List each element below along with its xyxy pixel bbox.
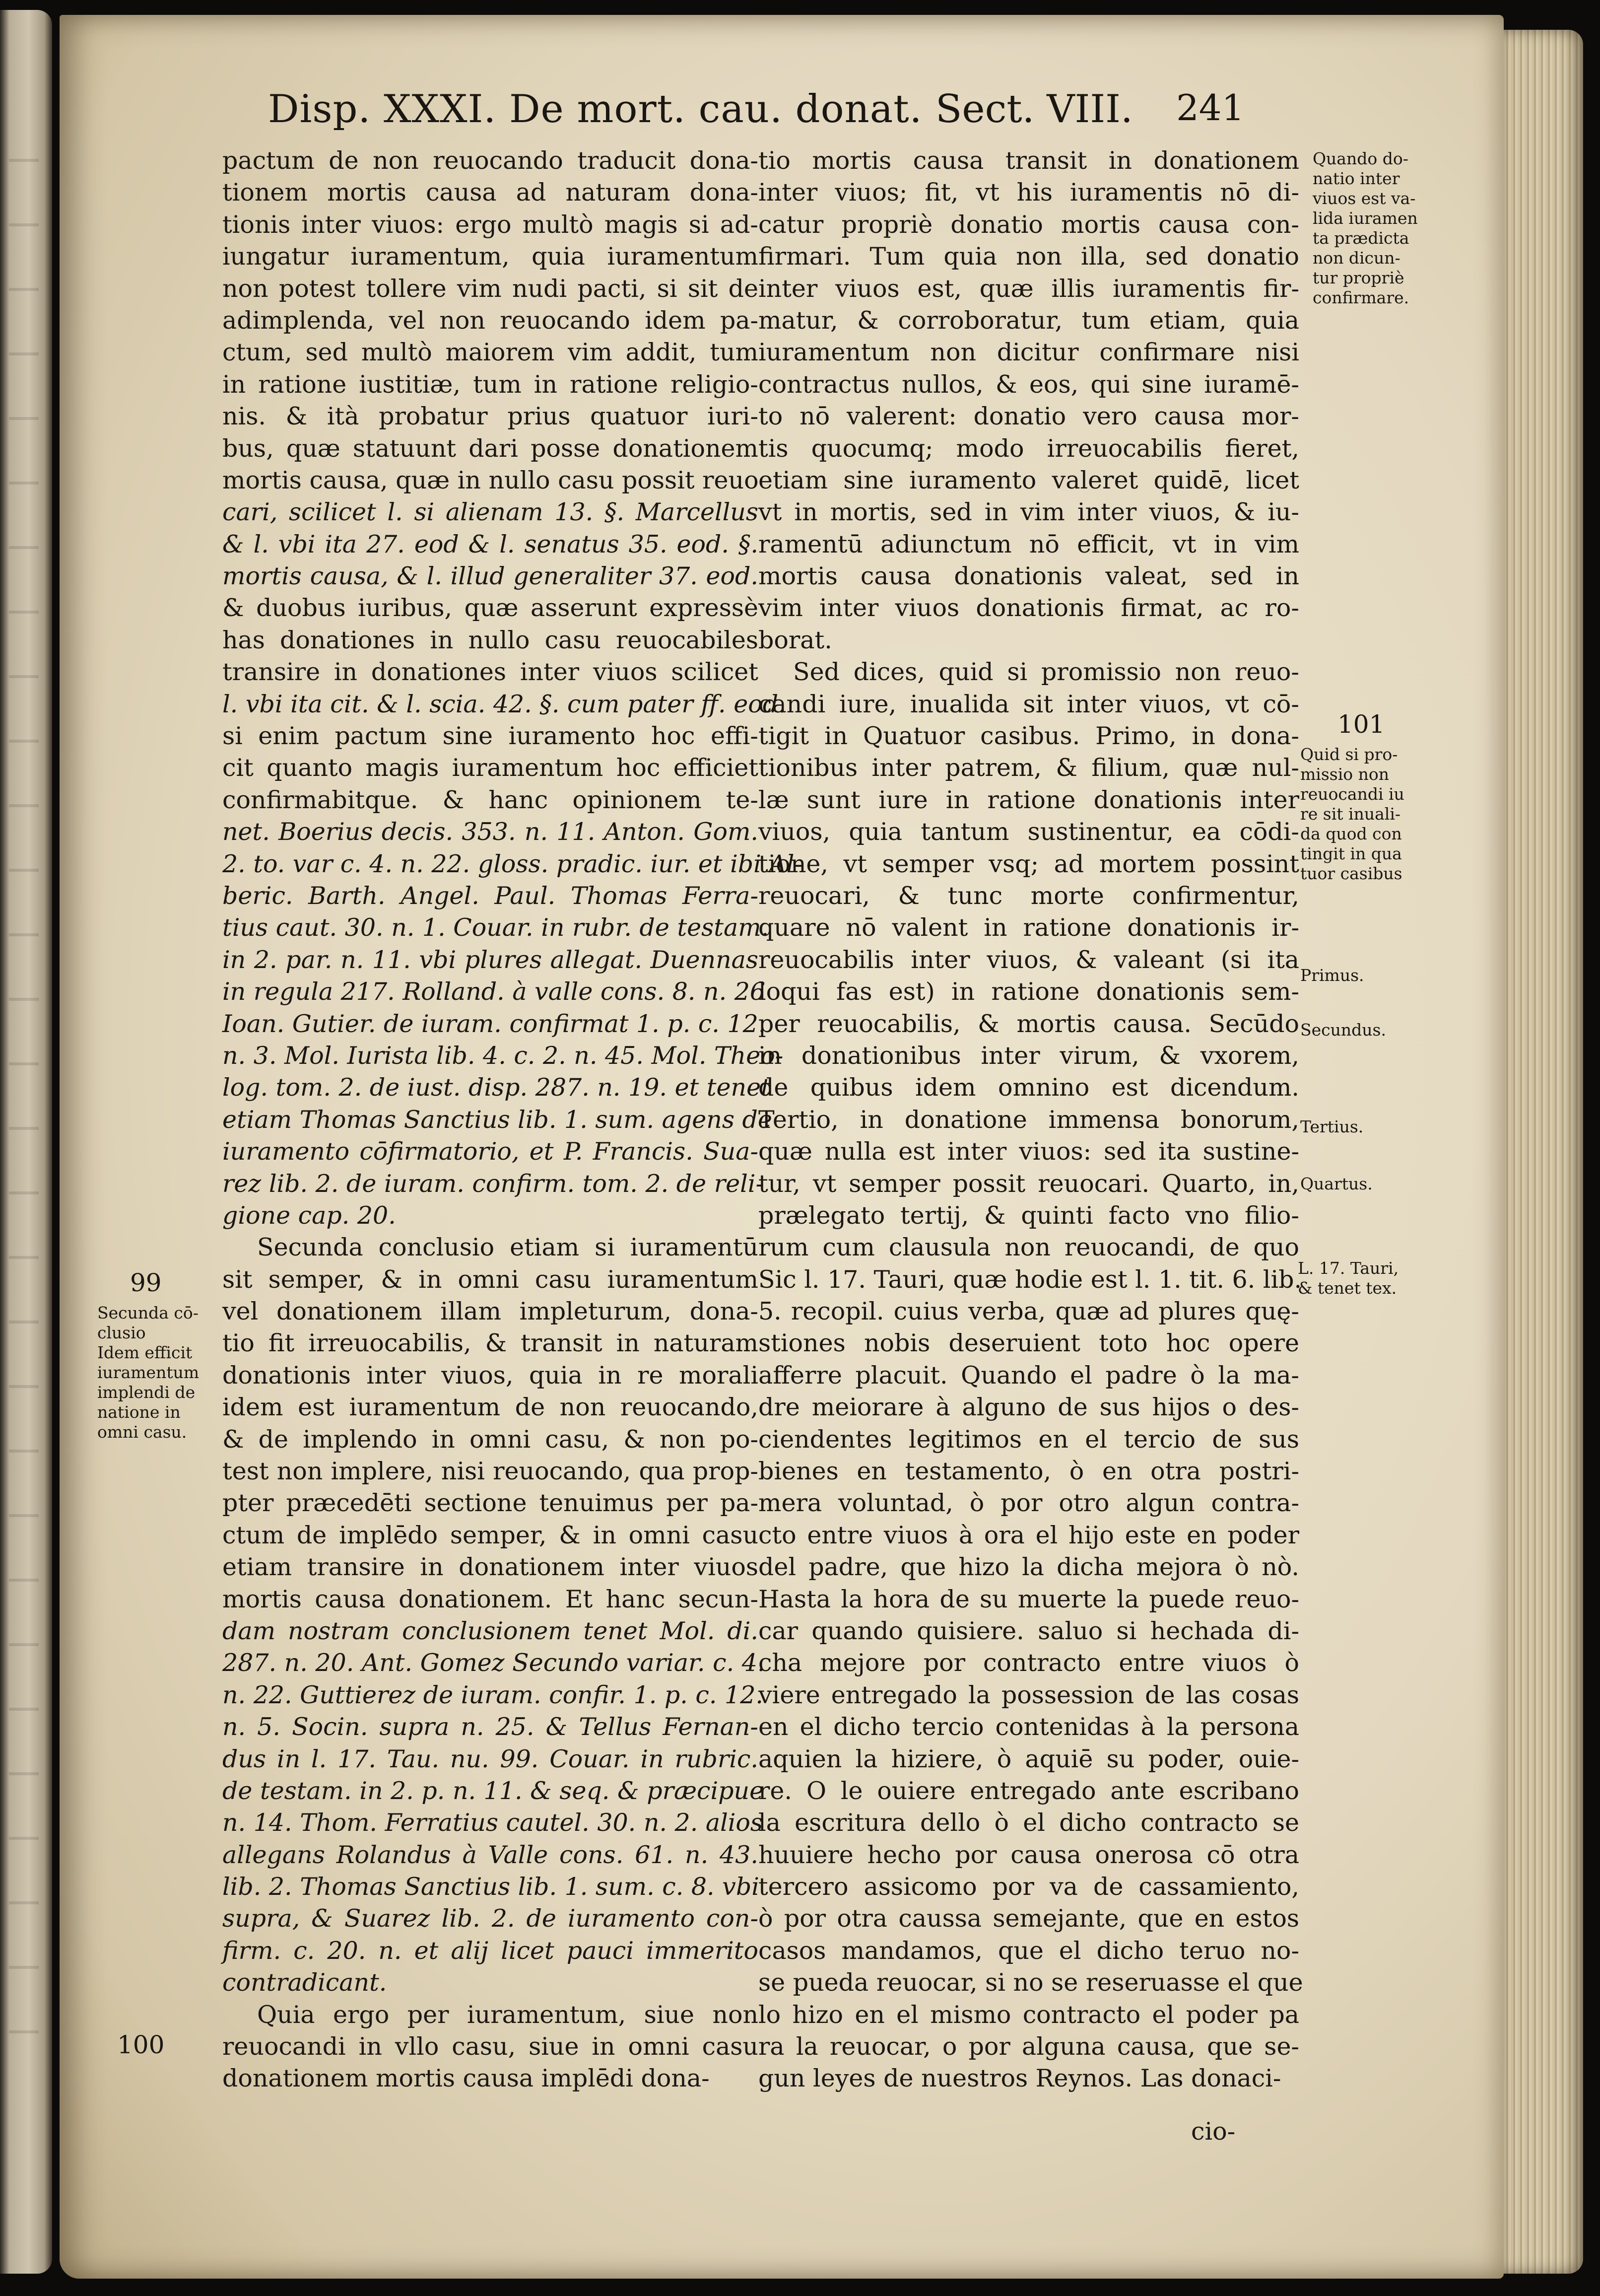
text-line: tionem mortis causa ad naturam dona-	[222, 178, 758, 207]
margin-note-line: lida iuramen	[1313, 209, 1418, 228]
margin-note-lex-17-tauri	[1298, 1258, 1399, 1298]
margin-note-line: missio non	[1300, 765, 1390, 784]
margin-note-quando-donatio	[1313, 149, 1418, 308]
text-line: 287. n. 20. Ant. Gomez Secundo variar. c. 4.	[222, 1649, 765, 1677]
section-label: Sect. VIII.	[935, 87, 1133, 132]
text-line: prælegato tertij, & quinti facto vno filio-	[758, 1201, 1299, 1230]
text-line: idem est iuramentum de non reuocando,	[222, 1393, 758, 1422]
text-line: test non implere, nisi reuocando, qua prop-	[222, 1457, 758, 1486]
text-line: ò por otra caussa semejante, que en estos	[758, 1904, 1299, 1933]
text-line: nis. & ità probatur prius quatuor iuri-	[222, 402, 758, 431]
text-line: confirmabitque. & hanc opinionem te-	[222, 785, 758, 814]
facing-page-text-fragment	[9, 159, 39, 2095]
text-line: reuocabilis inter viuos, & valeant (si ita	[758, 945, 1299, 974]
text-line: cto entre viuos à ora el hijo este en poder	[758, 1521, 1299, 1549]
text-line: sit semper, & in omni casu iuramentum	[222, 1265, 758, 1294]
margin-note-quid-si-promissio	[1300, 745, 1404, 884]
text-line: contradicant.	[222, 1968, 387, 1997]
text-line: catur propriè donatio mortis causa con-	[758, 210, 1299, 239]
text-line: loqui fas est) in ratione donationis sem-	[758, 977, 1299, 1006]
text-line: supra, & Suarez lib. 2. de iuramento con-	[222, 1904, 758, 1933]
text-line: gun leyes de nuestros Reynos. Las donaci-	[758, 2064, 1281, 2093]
text-line: iuramento cōfirmatorio, et P. Francis. Sua-	[222, 1137, 758, 1166]
text-line: non potest tollere vim nudi pacti, si sit de	[222, 274, 758, 303]
margin-note-line: natio inter	[1313, 169, 1400, 188]
text-line: ra la reuocar, o por alguna causa, que se-	[758, 2032, 1299, 2061]
paragraph-number-101: 101	[1337, 710, 1385, 739]
text-line: dam nostram conclusionem tenet Mol. di.	[222, 1616, 758, 1645]
text-line: n. 5. Socin. supra n. 25. & Tellus Fernan-	[222, 1713, 758, 1741]
text-line: to nō valerent: donatio vero causa mor-	[758, 402, 1299, 431]
text-line: bienes en testamento, ò en otra postri-	[758, 1457, 1299, 1486]
text-line: donationis inter viuos, quia in re morali	[222, 1361, 758, 1390]
margin-note-line: omni casu.	[97, 1422, 187, 1442]
text-line: Sic l. 17. Tauri, quæ hodie est l. 1. tit. 6. lib.	[758, 1265, 1302, 1294]
margin-secundus: Secundus.	[1300, 1020, 1386, 1040]
text-line: n. 14. Thom. Ferratius cautel. 30. n. 2. alios	[222, 1809, 763, 1837]
text-line: etiam sine iuramento valeret quidē, licet	[758, 466, 1299, 494]
text-line: transire in donationes inter viuos scilicet	[222, 658, 758, 687]
text-line: n. 22. Guttierez de iuram. confir. 1. p. c. 12.	[222, 1680, 763, 1709]
text-line: Ioan. Gutier. de iuram. confirmat 1. p. c. 12.	[222, 1009, 766, 1038]
text-line: huuiere hecho por causa onerosa cō otra	[758, 1840, 1299, 1869]
margin-note-secunda-conclusio	[97, 1303, 199, 1442]
catchword: cio-	[1191, 2117, 1236, 2146]
text-line: adimplenda, vel non reuocando idem pa-	[222, 306, 758, 335]
paragraph-number-99: 99	[130, 1268, 162, 1297]
margin-note-line: da quod con	[1300, 824, 1402, 843]
text-line: in donationibus inter virum, & vxorem,	[758, 1041, 1299, 1070]
text-line: reuocari, & tunc morte confirmentur,	[758, 881, 1299, 910]
text-line: etiam Thomas Sanctius lib. 1. sum. agens de	[222, 1105, 772, 1134]
margin-note-line: clusio	[97, 1323, 146, 1342]
text-line: viere entregado la possession de las cosas	[758, 1680, 1299, 1709]
text-line: Sed dices, quid si promissio non reuo-	[793, 658, 1299, 687]
text-line: tur, vt semper possit reuocari. Quarto, in,	[758, 1169, 1299, 1198]
running-title: Disp. XXXI. De mort. cau. donat.	[268, 87, 923, 132]
margin-note-line: confirmare.	[1313, 288, 1409, 307]
text-line: contractus nullos, & eos, qui sine iuramē-	[758, 370, 1299, 399]
text-line: ciendentes legitimos en el tercio de sus	[758, 1425, 1299, 1454]
text-line: in 2. par. n. 11. vbi plures allegat. Duennas	[222, 945, 758, 974]
text-line: Tertio, in donatione immensa bonorum,	[758, 1105, 1299, 1134]
text-line: ramentū adiunctum nō efficit, vt in vim	[758, 530, 1299, 558]
text-line: la escritura dello ò el dicho contracto se	[758, 1809, 1299, 1837]
text-line: viuos, quia tantum sustinentur, ea cōdi-	[758, 818, 1299, 846]
text-line: in ratione iustitiæ, tum in ratione religio-	[222, 370, 758, 399]
text-line: tigit in Quatuor casibus. Primo, in dona-	[758, 722, 1299, 751]
text-line: firm. c. 20. n. et alij licet pauci immerito	[222, 1936, 758, 1965]
text-line: si enim pactum sine iuramento hoc effi-	[222, 722, 758, 751]
text-line: car quando quisiere. saluo si hechada di-	[758, 1616, 1299, 1645]
text-line: net. Boerius decis. 353. n. 11. Anton. Gom.	[222, 818, 758, 846]
text-line: firmari. Tum quia non illa, sed donatio	[758, 242, 1299, 271]
text-line: aquien la hiziere, ò aquiē su poder, ouie-	[758, 1744, 1299, 1773]
facing-page-edge	[0, 10, 52, 2274]
text-line: cari, scilicet l. si alienam 13. §. Marcellus	[222, 498, 758, 527]
margin-note-line: natione in	[97, 1402, 181, 1422]
text-line: Secunda conclusio etiam si iuramentū	[257, 1233, 758, 1262]
text-line: cit quanto magis iuramentum hoc efficiet	[222, 754, 758, 782]
text-line: allegans Rolandus à Valle cons. 61. n. 43.	[222, 1840, 758, 1869]
margin-note-line: Idem efficit	[97, 1343, 193, 1362]
margin-note-line: re sit inuali-	[1300, 804, 1401, 824]
text-line: cha mejore por contracto entre viuos ò	[758, 1649, 1299, 1677]
text-line: rum cum clausula non reuocandi, de quo	[758, 1233, 1299, 1262]
text-line: inter viuos; fit, vt his iuramentis nō di-	[758, 178, 1299, 207]
margin-note-line: Quid si pro-	[1300, 745, 1398, 764]
text-line: mera voluntad, ò por otro algun contra-	[758, 1489, 1299, 1518]
text-line: lib. 2. Thomas Sanctius lib. 1. sum. c. 8. vbi	[222, 1873, 759, 1901]
text-line: candi iure, inualida sit inter viuos, vt cō-	[758, 690, 1299, 718]
margin-note-line: ta prædicta	[1313, 228, 1409, 248]
text-line: dre meiorare à alguno de sus hijos o des-	[758, 1393, 1299, 1422]
text-line: n. 3. Mol. Iurista lib. 4. c. 2. n. 45. Mol. Theo-	[222, 1041, 784, 1070]
text-line: vt in mortis, sed in vim inter viuos, & iu-	[758, 498, 1299, 527]
text-line: tionibus inter patrem, & filium, quæ nul-	[758, 754, 1299, 782]
text-line: beric. Barth. Angel. Paul. Thomas Ferra-	[222, 881, 758, 910]
page-block-edge	[1504, 30, 1583, 2274]
margin-note-line: Quando do-	[1313, 149, 1408, 168]
text-line: de quibus idem omnino est dicendum.	[758, 1073, 1299, 1102]
text-line: tio mortis causa transit in donationem	[758, 146, 1299, 175]
text-line: casos mandamos, que el dicho teruo no-	[758, 1936, 1299, 1965]
text-line: en el dicho tercio contenidas à la persona	[758, 1713, 1299, 1741]
text-line: matur, & corroboratur, tum etiam, quia	[758, 306, 1299, 335]
text-line: Hasta la hora de su muerte la puede reuo-	[758, 1585, 1299, 1613]
margin-note-line: Secunda cō-	[97, 1303, 199, 1322]
text-line: Quia ergo per iuramentum, siue non	[257, 2000, 758, 2029]
text-line: inter viuos est, quæ illis iuramentis fir-	[758, 274, 1299, 303]
text-line: & duobus iuribus, quæ asserunt expressè	[222, 594, 758, 623]
text-line: lo hizo en el mismo contracto el poder pa	[758, 2000, 1299, 2029]
text-line: per reuocabilis, & mortis causa. Secūdo	[758, 1009, 1299, 1038]
margin-primus: Primus.	[1300, 966, 1364, 985]
text-line: tis quocumq; modo irreuocabilis fieret,	[758, 434, 1299, 463]
text-line: quare nō valent in ratione donationis ir-	[758, 913, 1299, 942]
text-line: pactum de non reuocando traducit dona-	[222, 146, 758, 175]
text-line: mortis causa donationis valeat, sed in	[758, 562, 1299, 591]
text-line: vel donationem illam impleturum, dona-	[222, 1297, 758, 1326]
text-line: ctum, sed multò maiorem vim addit, tum	[222, 338, 758, 367]
right-text-column	[758, 145, 1303, 2095]
text-line: in regula 217. Rolland. à valle cons. 8. n. 26	[222, 977, 766, 1006]
margin-note-line: & tenet tex.	[1298, 1278, 1397, 1298]
text-line: del padre, que hizo la dicha mejora ò nò.	[758, 1553, 1299, 1582]
text-line: iungatur iuramentum, quia iuramentum	[222, 242, 758, 271]
text-line: re. O le ouiere entregado ante escribano	[758, 1776, 1299, 1805]
margin-tertius: Tertius.	[1300, 1117, 1364, 1136]
text-line: tione, vt semper vsq; ad mortem possint	[758, 849, 1299, 878]
margin-note-line: viuos est va-	[1313, 189, 1416, 208]
margin-note-line: L. 17. Tauri,	[1298, 1258, 1399, 1278]
text-line: rez lib. 2. de iuram. confirm. tom. 2. de reli-	[222, 1169, 764, 1198]
text-line: has donationes in nullo casu reuocabiles	[222, 626, 758, 654]
text-line: iuramentum non dicitur confirmare nisi	[758, 338, 1299, 367]
text-line: pter præcedēti sectione tenuimus per pa-	[222, 1489, 758, 1518]
text-line: 2. to. var c. 4. n. 22. gloss. pradic. iur. et ibi Al-	[222, 849, 803, 878]
text-line: mortis causa donationem. Et hanc secun-	[222, 1585, 758, 1613]
margin-quartus: Quartus.	[1300, 1174, 1373, 1193]
text-line: tercero assicomo por va de cassamiento,	[758, 1873, 1299, 1901]
text-line: l. vbi ita cit. & l. scia. 42. §. cum pater ff. eod.	[222, 690, 786, 718]
text-line: stiones nobis deseruient toto hoc opere	[758, 1329, 1299, 1358]
margin-note-line: tuor casibus	[1300, 864, 1402, 883]
margin-note-line: reuocandi iu	[1300, 784, 1404, 804]
text-line: tionis inter viuos: ergo multò magis si ad-	[222, 210, 758, 239]
text-line: log. tom. 2. de iust. disp. 287. n. 19. et tenet	[222, 1073, 771, 1102]
text-line: & de implendo in omni casu, & non po-	[222, 1425, 758, 1454]
running-header	[268, 87, 1280, 141]
text-line: læ sunt iure in ratione donationis inter	[758, 785, 1299, 814]
page-number: 241	[1176, 87, 1245, 129]
text-line: bus, quæ statuunt dari posse donationem	[222, 434, 758, 463]
text-line: se pueda reuocar, si no se reseruasse el que	[758, 1968, 1303, 1997]
text-line: mortis causa, & l. illud generaliter 37. eod.	[222, 562, 758, 591]
text-line: dus in l. 17. Tau. nu. 99. Couar. in rubric.	[222, 1744, 758, 1773]
paragraph-number-100: 100	[117, 2030, 165, 2059]
text-line: gione cap. 20.	[222, 1201, 396, 1230]
text-line: etiam transire in donationem inter viuos	[222, 1553, 758, 1582]
margin-note-line: implendi de	[97, 1383, 196, 1402]
text-line: 5. recopil. cuius verba, quæ ad plures quę-	[758, 1297, 1299, 1326]
text-line: vim inter viuos donationis firmat, ac ro-	[758, 594, 1299, 623]
text-line: & l. vbi ita 27. eod & l. senatus 35. eod. §.	[222, 530, 758, 558]
text-line: reuocandi in vllo casu, siue in omni casu	[222, 2032, 758, 2061]
margin-note-line: iuramentum	[97, 1363, 200, 1382]
text-line: tius caut. 30. n. 1. Couar. in rubr. de testam.	[222, 913, 769, 942]
text-line: quæ nulla est inter viuos: sed ita sustine-	[758, 1137, 1299, 1166]
text-line: tio fit irreuocabilis, & transit in naturam	[222, 1329, 758, 1358]
margin-note-line: non dicun-	[1313, 248, 1400, 268]
text-line: ctum de implēdo semper, & in omni casu	[222, 1521, 758, 1549]
margin-note-line: tur propriè	[1313, 268, 1404, 287]
text-line: afferre placuit. Quando el padre ò la ma-	[758, 1361, 1299, 1390]
text-line: mortis causa, quæ in nullo casu possit reuo	[222, 466, 759, 494]
text-line: donationem mortis causa implēdi dona-	[222, 2064, 710, 2093]
text-line: borat.	[758, 626, 832, 654]
text-line: de testam. in 2. p. n. 11. & seq. & præcipue	[222, 1776, 764, 1805]
margin-note-line: tingit in qua	[1300, 844, 1402, 863]
